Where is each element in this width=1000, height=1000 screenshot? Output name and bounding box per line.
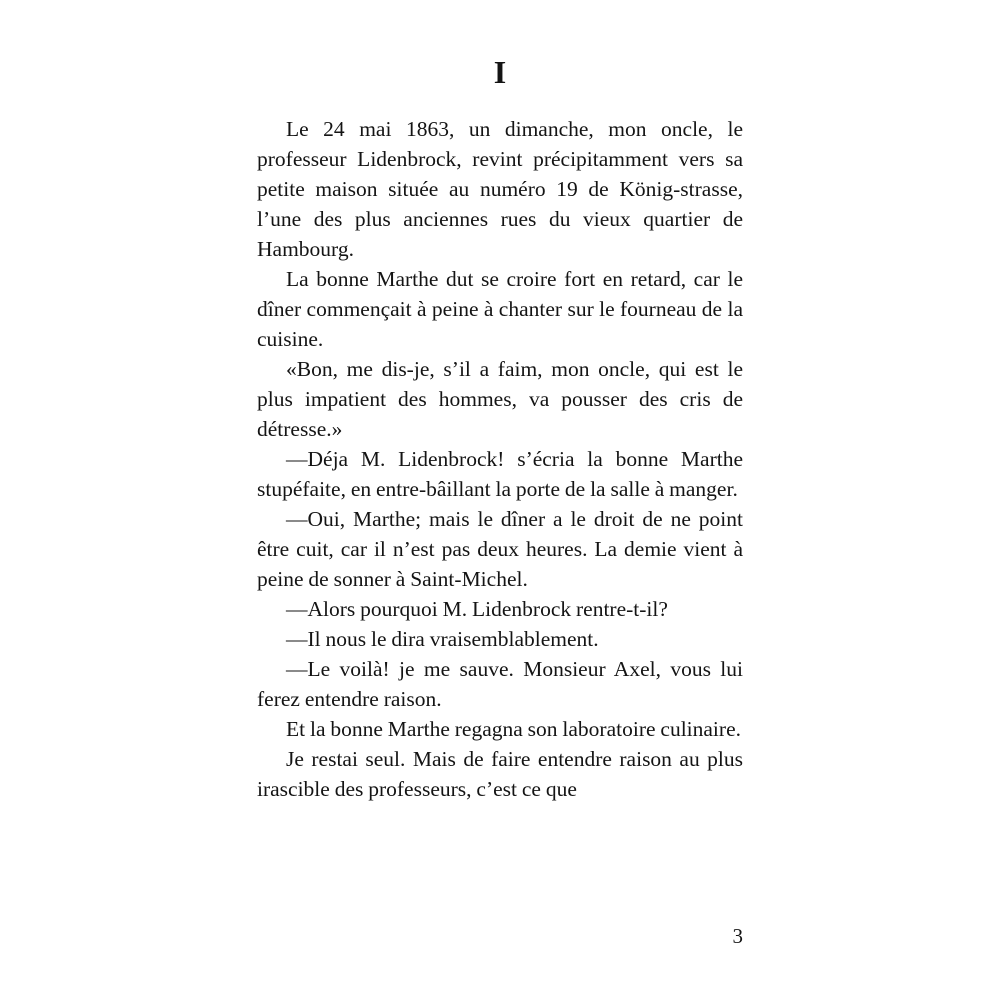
chapter-title: I	[493, 54, 507, 90]
chapter-body	[257, 114, 743, 804]
paragraph: «Bon, me dis-je, s’il a faim, mon oncle, qui est le plus impatient des hommes, va pousser des cris de détresse.»	[257, 357, 743, 441]
book-page	[257, 0, 743, 1000]
paragraph: La bonne Marthe dut se croire fort en retard, car le dîner commençait à peine à chanter sur le fourneau de la cuisine.	[257, 267, 743, 351]
paragraph: —Le voilà! je me sauve. Monsieur Axel, vous lui ferez entendre raison.	[257, 657, 743, 711]
page-number: 3	[732, 924, 743, 948]
paragraph: Je restai seul. Mais de faire entendre raison au plus irascible des professeurs, c’est ce que	[257, 747, 743, 801]
paragraph: —Oui, Marthe; mais le dîner a le droit de ne point être cuit, car il n’est pas deux heures. La demie vient à peine de sonner à Saint-Michel.	[257, 507, 743, 591]
paragraph: —Alors pourquoi M. Lidenbrock rentre-t-il?	[286, 597, 668, 621]
paragraph: Le 24 mai 1863, un dimanche, mon oncle, le professeur Lidenbrock, revint précipitamment vers sa petite maison située au numéro 19 de König-strasse, l’une des plus anciennes rues du vieux quartier de Hambourg.	[257, 117, 743, 261]
paragraph: —Déja M. Lidenbrock! s’écria la bonne Marthe stupéfaite, en entre-bâillant la porte de la salle à manger.	[257, 447, 743, 501]
paragraph: —Il nous le dira vraisemblablement.	[286, 627, 599, 651]
paragraph: Et la bonne Marthe regagna son laboratoire culinaire.	[286, 717, 741, 741]
